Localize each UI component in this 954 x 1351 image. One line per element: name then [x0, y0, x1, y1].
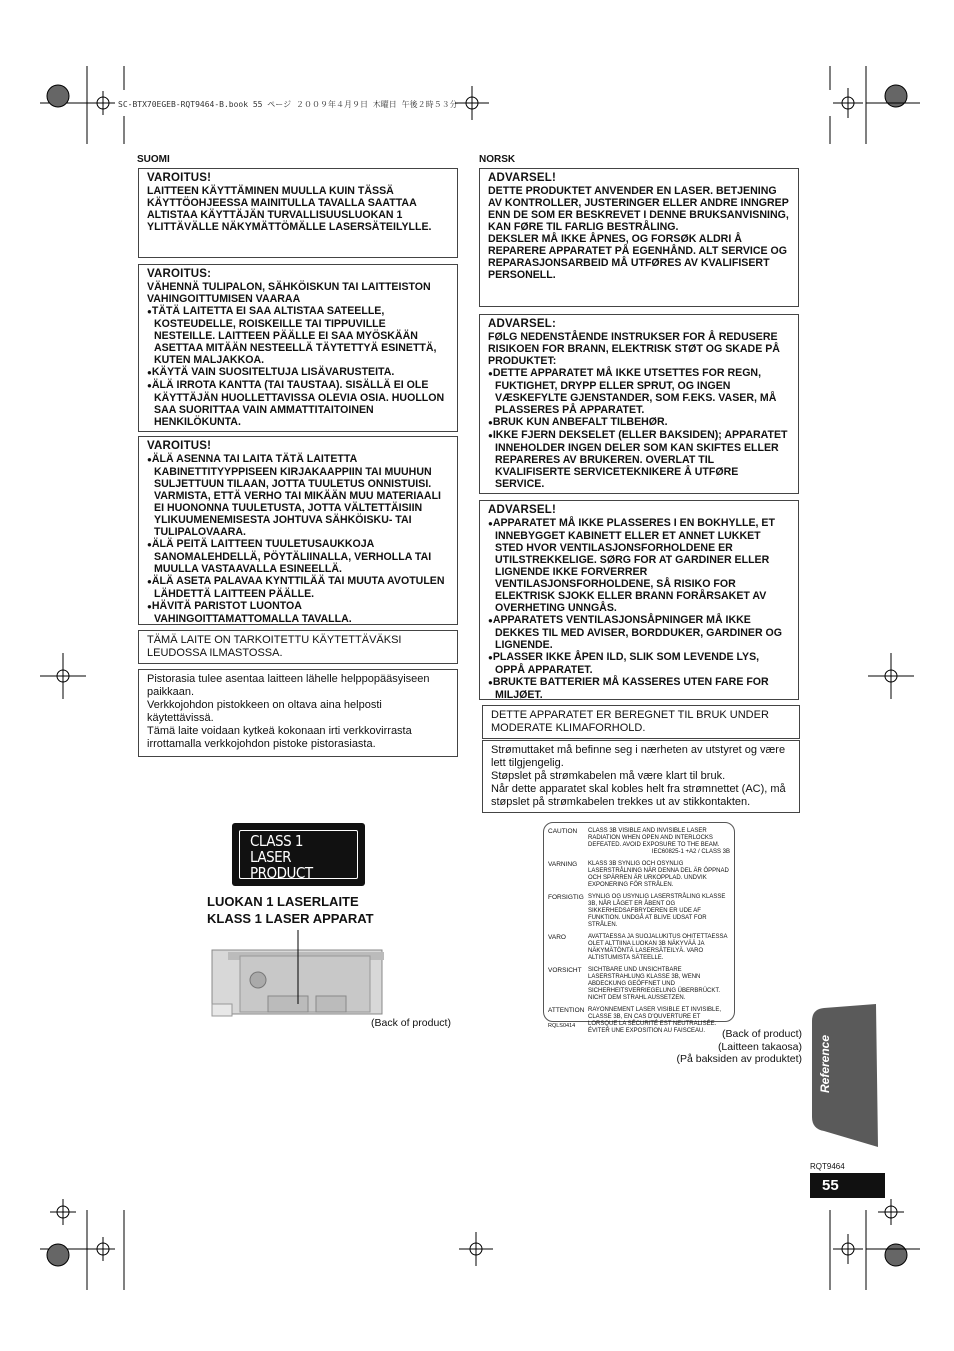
language-heading-norsk: NORSK: [479, 154, 516, 165]
warning-bullet: ● ÄLÄ ASENNA TAI LAITA TÄTÄ LAITETTA KABINETTITYYPPISEEN KIRJAKAAPPIIN TAI MUUHUN SULJETTUUN TILAAN, JOTTA TUULETUS ONNISTUISI. VARMISTA, ETTÄ VERHO TAI MIKÄÄN MUU MATERIAALI EI HUONONNA TUULETUSTA, JOTTA VÄLTETTÄISIIN YLIKUUMENEMISESTA JOHTUVA SÄHKÖISKU- TAI TULIPALOVAARA.: [147, 453, 449, 538]
page-number: 55: [810, 1173, 885, 1198]
warning-bullet: ● ÄLÄ ASETA PALAVAA KYNTTILÄÄ TAI MUUTA AVOTULEN LÄHDETTÄ LAITTEEN PÄÄLLE.: [147, 575, 449, 600]
warning-box-laser-no: [479, 168, 799, 307]
caption-sv: KLASS 1 LASER APPARAT: [207, 911, 374, 926]
mains-note-line: Tämä laite voidaan kytkeä kokonaan irti verkkovirrasta irrottamalla verkkojohdon pistoke pistorasiasta.: [147, 725, 412, 750]
product-back-illustration: [208, 930, 388, 1022]
label-key: VORSICHT: [548, 967, 582, 974]
mains-note-line: Strømuttaket må befinne seg i nærheten av utstyret og være lett tilgjengelig.: [491, 744, 786, 769]
warning-box-fire-no: [479, 314, 799, 494]
warning-bullet: ● ÄLÄ IRROTA KANTTA (TAI TAUSTAA). SISÄLLÄ EI OLE KÄYTTÄJÄN HUOLLETTAVISSA OLEVIA OSIA. HUOLLON SAA SUORITTAA VAIN AMMATTITAITOINEN HENKILÖKUNTA.: [147, 379, 449, 428]
warning-title: VAROITUS!: [147, 172, 212, 184]
mains-note-line: Støpslet på strømkabelen må være klart til bruk.: [491, 770, 726, 782]
warning-intro: FØLG NEDENSTÅENDE INSTRUKSER FOR Å REDUSERE RISIKOEN FOR BRANN, ELEKTRISK STØT OG SKADE PÅ PRODUKTET:: [488, 331, 780, 367]
warning-bullet: ● ÄLÄ PEITÄ LAITTEEN TUULETUSAUKKOJA SANOMALEHDELLÄ, PÖYTÄLIINALLA, VERHOLLA TAI MUULLA VASTAAVALLA ESINEELLÄ.: [147, 538, 449, 575]
class1-laser-label: [232, 823, 365, 886]
back-caption: (Back of product): [371, 1017, 451, 1029]
label-line: CLASS 1: [250, 832, 304, 850]
warning-box-laser-fi: [138, 168, 458, 258]
warning-title: ADVARSEL!: [488, 172, 557, 184]
label-value: CLASS 3B VISIBLE AND INVISIBLE LASER RADIATION WHEN OPEN AND INTERLOCKS DEFEATED. AVOID EXPOSURE TO THE BEAM.: [588, 828, 720, 848]
label-key: FORSIGTIG: [548, 894, 584, 901]
label-standard: IEC60825-1 +A2 / CLASS 3B: [651, 849, 730, 855]
label-value: SICHTBARE UND UNSICHTBARE LASERSTRAHLUNG KLASSE 3B, WENN ABDECKUNG GEÖFFNET UND SICHERHEITSVERRIEGELUNG ÜBERBRÜCKT. NICHT DEM STRAHL AUSSETZEN.: [588, 967, 721, 1001]
warning-bullet: ● BRUKTE BATTERIER MÅ KASSERES UTEN FARE FOR MILJØET.: [488, 676, 790, 701]
climate-note-fi: TÄMÄ LAITE ON TARKOITETTU KÄYTETTÄVÄKSI LEUDOSSA ILMASTOSSA.: [138, 630, 458, 664]
warning-bullet: ● BRUK KUN ANBEFALT TILBEHØR.: [488, 416, 790, 429]
label-key: CAUTION: [548, 828, 578, 835]
mains-note-line: Når dette apparatet skal kobles helt fra strømnettet (AC), må støpslet på strømkabelen trekkes ut av stikkontakten.: [491, 783, 786, 808]
warning-bullet: ● TÄTÄ LAITETTA EI SAA ALTISTAA SATEELLE, KOSTEUDELLE, ROISKEILLE TAI TIPPUVILLE NESTEILLE. LAITTEEN PÄÄLLE EI SAA MYÖSKÄÄN ASETTAA MITÄÄN NESTEELLÄ TÄYTETTYÄ ESINETTÄ, KUTEN MALJAKKOA.: [147, 305, 449, 366]
caption-fi: (Laitteen takaosa): [717, 1040, 802, 1053]
warning-title: VAROITUS!: [147, 440, 212, 452]
warning-intro: VÄHENNÄ TULIPALON, SÄHKÖISKUN TAI LAITTEISTON VAHINGOITTUMISEN VAARAA: [147, 281, 431, 305]
warning-title: ADVARSEL:: [488, 318, 557, 330]
climate-note-no: DETTE APPARATET ER BEREGNET TIL BRUK UNDER MODERATE KLIMAFORHOLD.: [482, 705, 800, 739]
caption-fi: LUOKAN 1 LASERLAITE: [207, 894, 359, 909]
laser-caption: [207, 893, 374, 927]
mains-note-line: Verkkojohdon pistokkeen on oltava aina helposti käytettävissä.: [147, 699, 382, 724]
label-code: RQLS0414: [548, 1023, 576, 1029]
warning-bullet: ● KÄYTÄ VAIN SUOSITELTUJA LISÄVARUSTEITA.: [147, 366, 449, 379]
warning-bullet: ● DETTE APPARATET MÅ IKKE UTSETTES FOR REGN, FUKTIGHET, DRYPP ELLER SPRUT, OG INGEN VÆSKEFYLTE GJENSTANDER, SOM F.EKS. VASER, MÅ PLASSERES PÅ APPARATET.: [488, 367, 790, 416]
warning-box-ventilation-fi: [138, 436, 458, 625]
warning-bullet: ● HÄVITÄ PARISTOT LUONTOA VAHINGOITTAMATTOMALLA TAVALLA.: [147, 600, 449, 625]
label-key: VARNING: [548, 861, 578, 868]
warning-box-ventilation-no: [479, 500, 799, 700]
warning-bullet: ● PLASSER IKKE ÅPEN ILD, SLIK SOM LEVENDE LYS, OPPÅ APPARATET.: [488, 651, 790, 676]
language-heading-suomi: SUOMI: [137, 154, 170, 165]
warning-box-fire-fi: [138, 264, 458, 432]
label-key: ATTENTION: [548, 1007, 585, 1014]
mains-note-fi: [138, 669, 458, 757]
warning-text: LAITTEEN KÄYTTÄMINEN MUULLA KUIN TÄSSÄ KÄYTTÖOHJEESSA MAINITULLA TAVALLA SAATTAA ALTISTAA KÄYTTÄJÄN TURVALLISUUSLUOKAN 1 YLITTÄVÄLLE NÄKYMÄTTÖMÄLLE LASERSÄTEILYLLE.: [147, 185, 432, 233]
warning-bullet: ● APPARATET MÅ IKKE PLASSERES I EN BOKHYLLE, ET INNEBYGGET KABINETT ELLER ET ANNET LUKKET STED HVOR VENTILASJONSFORHOLDENE ER UTILSTREKKELIGE. SØRG FOR AT GARDINER ELLER LIGNENDE IKKE FORVERRER VENTILASJONSFORHOLDENE, SÅ RISIKO FOR ELEKTRISK SJOKK ELLER BRANN FORÅRSAKET AV OVERHETING UNNGÅS.: [488, 517, 790, 614]
reference-tab[interactable]: Reference: [818, 1034, 832, 1093]
warning-bullet: ● APPARATETS VENTILASJONSÅPNINGER MÅ IKKE DEKKES TIL MED AVISER, BORDDUKER, GARDINER OG LIGNENDE.: [488, 614, 790, 651]
warning-title: VAROITUS:: [147, 268, 212, 280]
print-header: SC-BTX70EGEB-RQT9464-B.book 55 ページ ２００９年４月９日 木曜日 午後２時５３分: [118, 100, 458, 109]
document-code: RQT9464: [810, 1162, 845, 1171]
warning-text: DETTE PRODUKTET ANVENDER EN LASER. BETJENING AV KONTROLLER, JUSTERINGER ELLER ANDRE INNGREP ENN DE SOM ER BESKREVET I DENNE BRUKSANVISNING, KAN FØRE TIL FARLIG BESTRÅLING.: [488, 185, 789, 233]
label-value: SYNLIG OG USYNLIG LASERSTRÅLING KLASSE 3B, NÅR LÅGET ER ÅBENT OG SIKKERHEDSAFBRYDEREN ER UDE AF FUNKTION. UNDGÅ AT BLIVE UDSAT FOR STRÅLEN.: [588, 894, 726, 928]
mains-note-no: [482, 740, 800, 813]
mains-note-line: Pistorasia tulee asentaa laitteen lähelle helppopääsyiseen paikkaan.: [147, 673, 430, 698]
label-value: KLASS 3B SYNLIG OCH OSYNLIG LASERSTRÅLNING NÄR DENNA DEL ÄR ÖPPNAD OCH SPÄRREN ÄR URKOPPLAD. UNDVIK EXPONERING FÖR STRÅLEN.: [588, 861, 729, 888]
caption-no: (På baksiden av produktet): [676, 1053, 802, 1065]
label-value: AVATTAESSA JA SUOJALUKITUS OHITETTAESSA OLET ALTTIINA LUOKAN 3B NÄKYVÄÄ JA NÄKYMÄTÖNTÄ LASERSÄTEILYÄ. VARO ALTISTUMISTA SÄTEELLE.: [588, 934, 728, 961]
caption-en: (Back of product): [722, 1028, 802, 1040]
warning-title: ADVARSEL!: [488, 504, 557, 516]
label-value: RAYONNEMENT LASER VISIBLE ET INVISIBLE, CLASSE 3B, EN CAS D'OUVERTURE ET LORSQUE LA SÉCURITÉ EST NEUTRALISÉE. ÉVITER UNE EXPOSITION AU FAISCEAU.: [588, 1007, 722, 1034]
label-key: VARO: [548, 934, 566, 941]
warning-text: DEKSLER MÅ IKKE ÅPNES, OG FORSØK ALDRI Å REPARERE APPARATET PÅ EGENHÅND. ALT SERVICE OG REPARASJONSARBEID MÅ UTFØRES AV KVALIFISERT PERSONELL.: [488, 233, 788, 281]
warning-bullet: ● IKKE FJERN DEKSELET (ELLER BAKSIDEN); APPARATET INNEHOLDER INGEN DELER SOM KAN SKIFTES ELLER REPARERES AV BRUKEREN. OVERLAT TIL KVALIFISERTE SERVICETEKNIKERE Å UTFØRE SERVICE.: [488, 429, 790, 490]
label-line: LASER PRODUCT: [250, 848, 313, 882]
label-caption: [600, 1028, 802, 1066]
